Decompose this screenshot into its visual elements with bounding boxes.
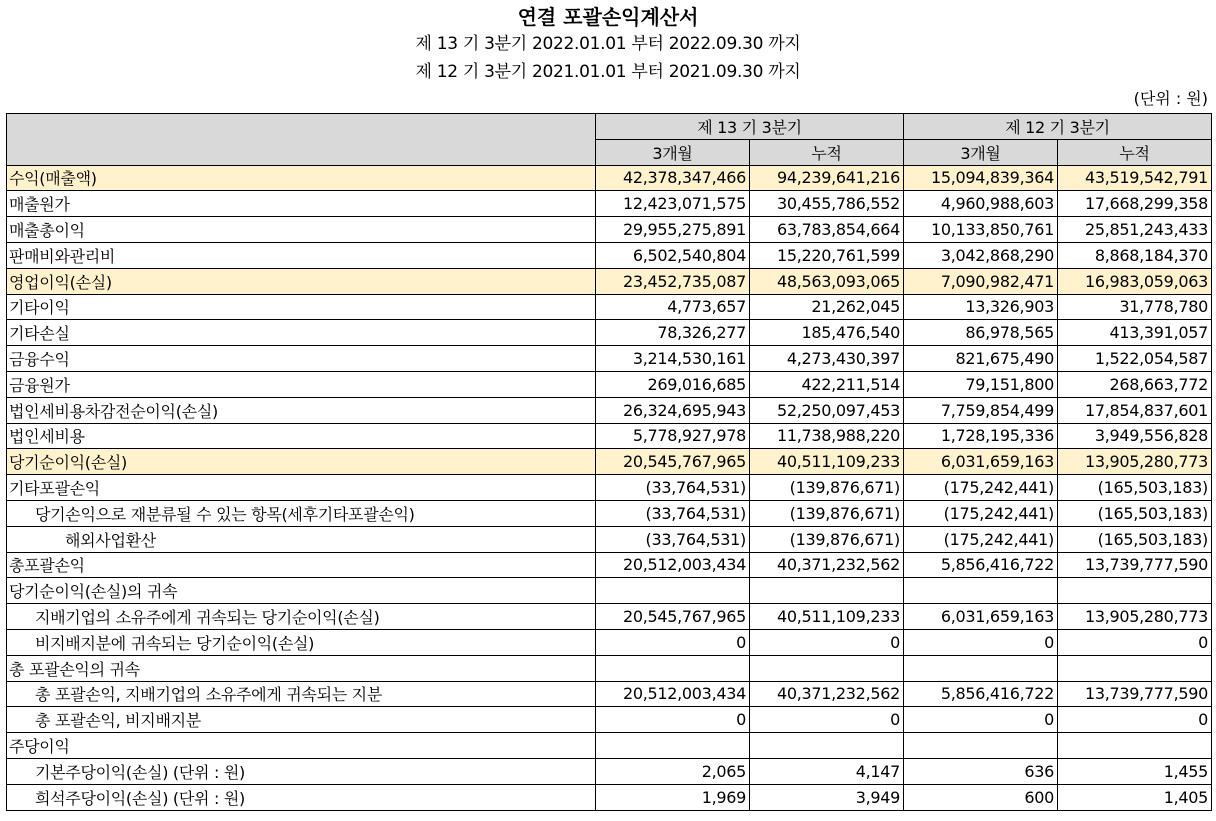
row-value: 15,220,761,599: [750, 242, 904, 268]
row-value: [596, 578, 750, 604]
row-value: 5,856,416,722: [904, 681, 1058, 707]
row-value: 13,905,280,773: [1058, 449, 1212, 475]
row-label: 총포괄손익: [7, 552, 596, 578]
sub-header-prior-cum: 누적: [1058, 139, 1212, 165]
row-value: 0: [1058, 629, 1212, 655]
row-value: 26,324,695,943: [596, 397, 750, 423]
row-value: 63,783,854,664: [750, 217, 904, 243]
row-value: (33,764,531): [596, 500, 750, 526]
row-value: [596, 655, 750, 681]
row-value: (175,242,441): [904, 500, 1058, 526]
row-value: (139,876,671): [750, 475, 904, 501]
row-label: 법인세비용: [7, 423, 596, 449]
income-statement-table: [6, 113, 1212, 811]
row-value: 0: [1058, 707, 1212, 733]
row-value: 4,773,657: [596, 294, 750, 320]
table-row: [7, 475, 1212, 501]
row-label: 비지배지분에 귀속되는 당기순이익(손실): [7, 629, 596, 655]
row-value: [750, 733, 904, 759]
row-value: 43,519,542,791: [1058, 165, 1212, 191]
row-value: 821,675,490: [904, 346, 1058, 372]
table-row: [7, 423, 1212, 449]
sub-header-prior-3m: 3개월: [904, 139, 1058, 165]
table-row: [7, 784, 1212, 810]
row-label: 금융수익: [7, 346, 596, 372]
row-value: 4,273,430,397: [750, 346, 904, 372]
row-label: 기본주당이익(손실) (단위 : 원): [7, 758, 596, 784]
row-value: 4,960,988,603: [904, 191, 1058, 217]
table-row: [7, 371, 1212, 397]
table-row: [7, 268, 1212, 294]
row-value: 268,663,772: [1058, 371, 1212, 397]
row-value: (165,503,183): [1058, 526, 1212, 552]
table-row: [7, 526, 1212, 552]
row-value: 13,739,777,590: [1058, 681, 1212, 707]
row-value: 52,250,097,453: [750, 397, 904, 423]
row-value: 20,545,767,965: [596, 604, 750, 630]
row-value: 8,868,184,370: [1058, 242, 1212, 268]
row-value: [1058, 655, 1212, 681]
row-value: [904, 733, 1058, 759]
row-value: 79,151,800: [904, 371, 1058, 397]
row-value: [750, 578, 904, 604]
row-value: 185,476,540: [750, 320, 904, 346]
sub-header-current-3m: 3개월: [596, 139, 750, 165]
statement-title: 연결 포괄손익계산서: [517, 5, 699, 29]
row-value: 0: [750, 707, 904, 733]
row-label: 해외사업환산: [7, 526, 596, 552]
row-value: 5,856,416,722: [904, 552, 1058, 578]
row-label: 매출총이익: [7, 217, 596, 243]
row-label: 법인세비용차감전순이익(손실): [7, 397, 596, 423]
row-value: 1,455: [1058, 758, 1212, 784]
row-label: 총 포괄손익, 지배기업의 소유주에게 귀속되는 지분: [7, 681, 596, 707]
row-label: 매출원가: [7, 191, 596, 217]
table-row: [7, 733, 1212, 759]
sub-header-current-cum: 누적: [750, 139, 904, 165]
row-label: 총 포괄손익의 귀속: [7, 655, 596, 681]
table-row: [7, 449, 1212, 475]
row-value: 11,738,988,220: [750, 423, 904, 449]
row-value: 3,949,556,828: [1058, 423, 1212, 449]
row-value: [1058, 733, 1212, 759]
table-row: [7, 165, 1212, 191]
period-prior: 제 12 기 3분기 2021.01.01 부터 2021.09.30 까지: [415, 62, 801, 82]
table-row: [7, 758, 1212, 784]
row-value: 30,455,786,552: [750, 191, 904, 217]
row-value: 7,090,982,471: [904, 268, 1058, 294]
row-value: 6,031,659,163: [904, 604, 1058, 630]
row-value: (33,764,531): [596, 475, 750, 501]
table-row: [7, 707, 1212, 733]
row-value: 4,147: [750, 758, 904, 784]
row-value: 20,512,003,434: [596, 552, 750, 578]
group-header-current: 제 13 기 3분기: [596, 114, 904, 140]
row-value: [904, 578, 1058, 604]
row-value: 12,423,071,575: [596, 191, 750, 217]
row-label: 당기손익으로 재분류될 수 있는 항목(세후기타포괄손익): [7, 500, 596, 526]
table-row: [7, 578, 1212, 604]
row-value: 269,016,685: [596, 371, 750, 397]
row-value: 0: [904, 707, 1058, 733]
row-value: 25,851,243,433: [1058, 217, 1212, 243]
table-row: [7, 217, 1212, 243]
row-value: 86,978,565: [904, 320, 1058, 346]
row-value: 78,326,277: [596, 320, 750, 346]
row-value: 40,371,232,562: [750, 681, 904, 707]
table-row: [7, 242, 1212, 268]
row-label: 당기순이익(손실): [7, 449, 596, 475]
row-label: 금융원가: [7, 371, 596, 397]
row-value: 2,065: [596, 758, 750, 784]
group-header-prior: 제 12 기 3분기: [904, 114, 1212, 140]
row-label: 판매비와관리비: [7, 242, 596, 268]
row-label: 수익(매출액): [7, 165, 596, 191]
row-value: 1,728,195,336: [904, 423, 1058, 449]
table-row: [7, 397, 1212, 423]
header-corner: [7, 114, 596, 166]
row-label: 기타손실: [7, 320, 596, 346]
table-row: [7, 191, 1212, 217]
row-value: 422,211,514: [750, 371, 904, 397]
row-value: 5,778,927,978: [596, 423, 750, 449]
row-value: (33,764,531): [596, 526, 750, 552]
row-value: 0: [750, 629, 904, 655]
row-value: 13,326,903: [904, 294, 1058, 320]
row-value: 3,214,530,161: [596, 346, 750, 372]
row-value: 1,522,054,587: [1058, 346, 1212, 372]
row-value: 13,739,777,590: [1058, 552, 1212, 578]
table-row: [7, 294, 1212, 320]
row-value: 0: [904, 629, 1058, 655]
table-row: [7, 320, 1212, 346]
row-value: 6,502,540,804: [596, 242, 750, 268]
row-value: (139,876,671): [750, 526, 904, 552]
row-value: (165,503,183): [1058, 475, 1212, 501]
row-value: 3,042,868,290: [904, 242, 1058, 268]
row-value: 17,668,299,358: [1058, 191, 1212, 217]
row-label: 당기순이익(손실)의 귀속: [7, 578, 596, 604]
row-value: 94,239,641,216: [750, 165, 904, 191]
row-value: 1,969: [596, 784, 750, 810]
table-row: [7, 681, 1212, 707]
row-value: [596, 733, 750, 759]
row-value: 31,778,780: [1058, 294, 1212, 320]
row-value: 15,094,839,364: [904, 165, 1058, 191]
row-value: 42,378,347,466: [596, 165, 750, 191]
row-value: 48,563,093,065: [750, 268, 904, 294]
period-current: 제 13 기 3분기 2022.01.01 부터 2022.09.30 까지: [415, 34, 801, 54]
row-value: 23,452,735,087: [596, 268, 750, 294]
table-row: [7, 552, 1212, 578]
row-label: 기타포괄손익: [7, 475, 596, 501]
group-header-row: [7, 114, 1212, 140]
row-label: 희석주당이익(손실) (단위 : 원): [7, 784, 596, 810]
row-label: 지배기업의 소유주에게 귀속되는 당기순이익(손실): [7, 604, 596, 630]
row-value: (165,503,183): [1058, 500, 1212, 526]
row-value: 17,854,837,601: [1058, 397, 1212, 423]
row-value: 0: [596, 707, 750, 733]
table-row: [7, 629, 1212, 655]
table-row: [7, 346, 1212, 372]
row-value: [750, 655, 904, 681]
row-label: 총 포괄손익, 비지배지분: [7, 707, 596, 733]
row-value: 0: [596, 629, 750, 655]
unit-label: (단위 : 원): [1133, 89, 1208, 108]
row-value: 20,545,767,965: [596, 449, 750, 475]
row-value: 40,511,109,233: [750, 449, 904, 475]
row-value: 29,955,275,891: [596, 217, 750, 243]
row-value: 1,405: [1058, 784, 1212, 810]
row-value: 40,371,232,562: [750, 552, 904, 578]
row-label: 기타이익: [7, 294, 596, 320]
row-value: 21,262,045: [750, 294, 904, 320]
row-value: [1058, 578, 1212, 604]
row-value: 6,031,659,163: [904, 449, 1058, 475]
table-row: [7, 500, 1212, 526]
row-value: (139,876,671): [750, 500, 904, 526]
row-value: 20,512,003,434: [596, 681, 750, 707]
row-value: 10,133,850,761: [904, 217, 1058, 243]
row-value: 600: [904, 784, 1058, 810]
row-label: 영업이익(손실): [7, 268, 596, 294]
row-value: 13,905,280,773: [1058, 604, 1212, 630]
row-value: (175,242,441): [904, 475, 1058, 501]
row-value: [904, 655, 1058, 681]
row-value: 7,759,854,499: [904, 397, 1058, 423]
row-value: 413,391,057: [1058, 320, 1212, 346]
table-row: [7, 655, 1212, 681]
row-value: 40,511,109,233: [750, 604, 904, 630]
row-value: 16,983,059,063: [1058, 268, 1212, 294]
table-row: [7, 604, 1212, 630]
row-label: 주당이익: [7, 733, 596, 759]
row-value: 636: [904, 758, 1058, 784]
row-value: 3,949: [750, 784, 904, 810]
row-value: (175,242,441): [904, 526, 1058, 552]
